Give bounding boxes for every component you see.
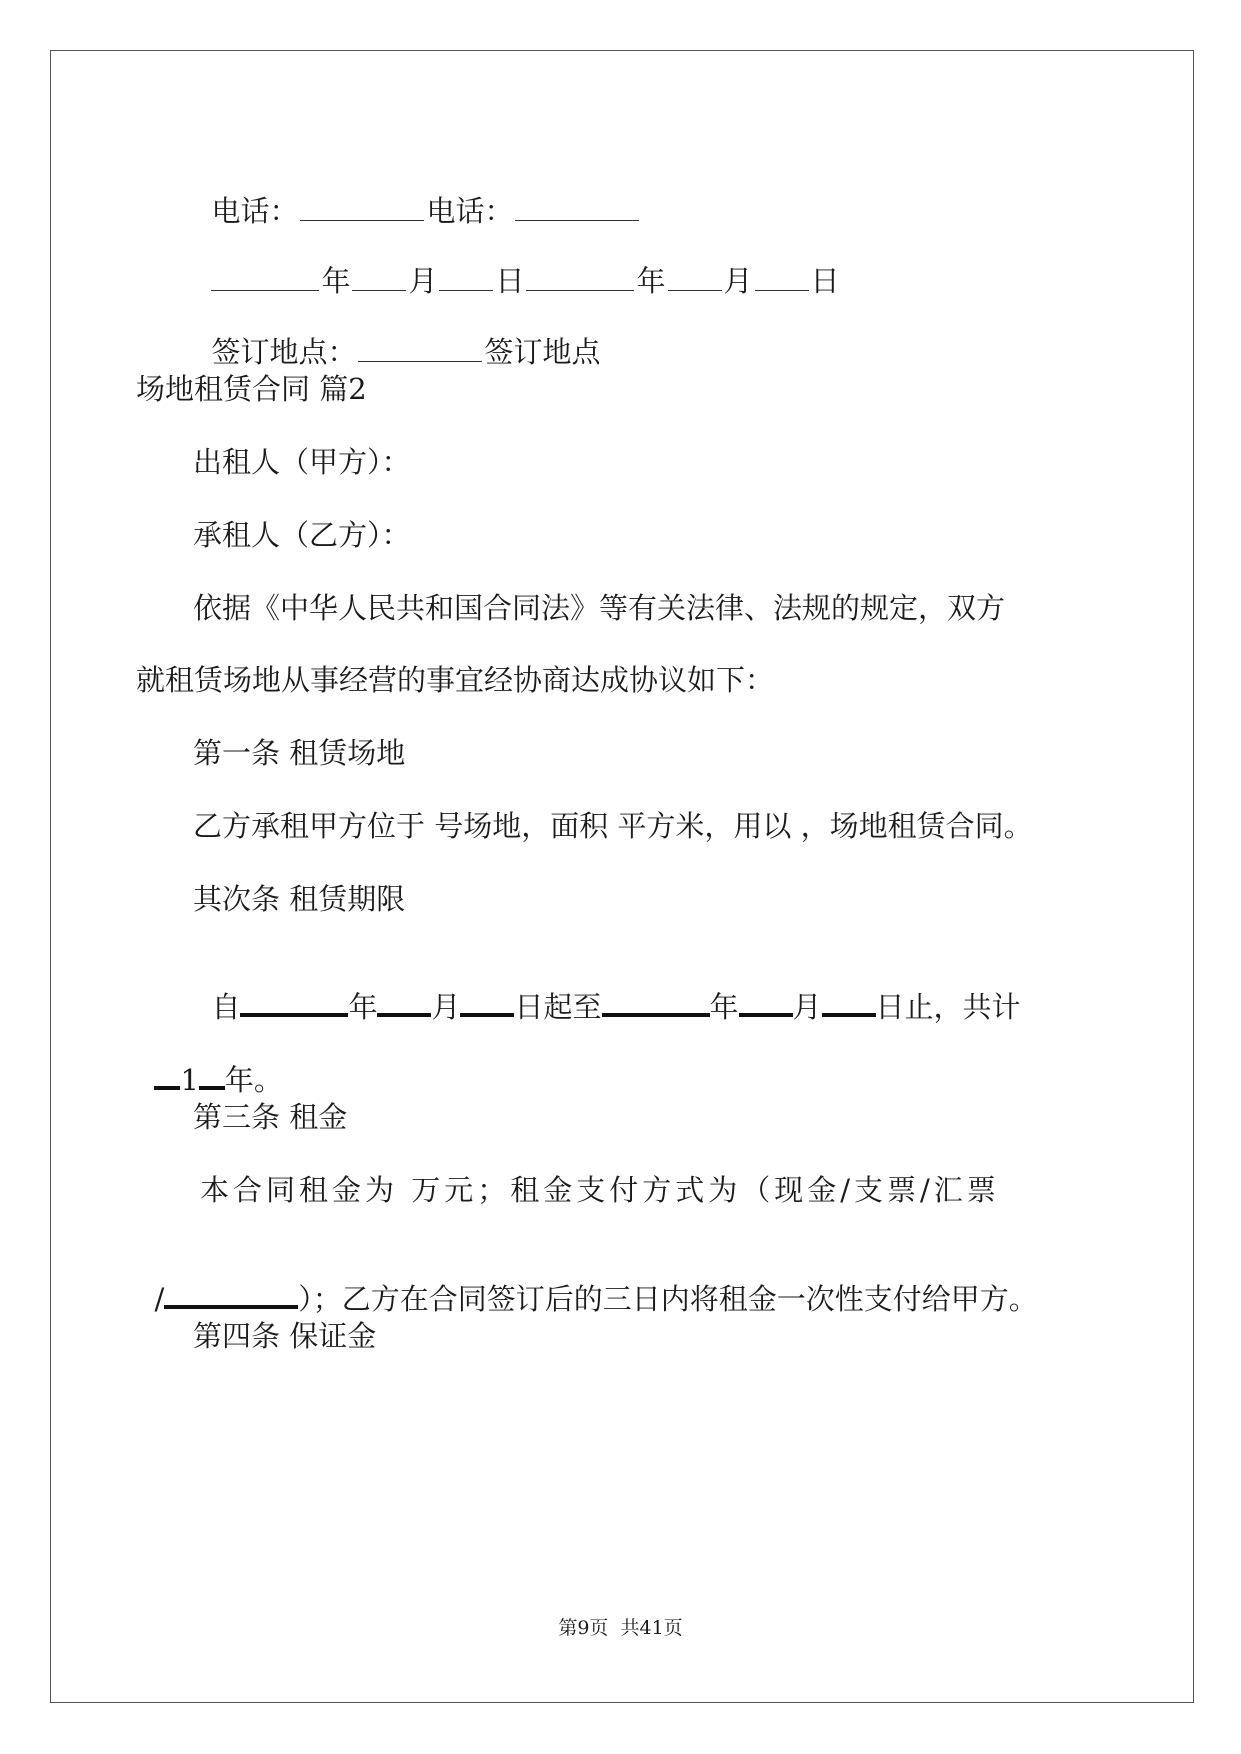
blank bbox=[822, 991, 876, 1017]
term-month: 月 bbox=[431, 990, 461, 1024]
blank bbox=[377, 991, 431, 1017]
basis-paragraph-line-1: 依据《中华人民共和国合同法》等有关法律、法规的规定，双方 bbox=[193, 591, 1006, 625]
rent-payment-text: ）；乙方在合同签订后的三日内将租金一次性支付给甲方。 bbox=[298, 1282, 1038, 1316]
term-line bbox=[193, 953, 1021, 1025]
blank bbox=[352, 266, 406, 291]
term-from: 自 bbox=[211, 990, 241, 1024]
rent-line-1: 本合同租金为 万元；租金支付方式为（现金/支票/汇票 bbox=[200, 1173, 1000, 1207]
article-1-heading: 第一条 租赁场地 bbox=[193, 736, 406, 770]
term-year: 年 bbox=[709, 990, 739, 1024]
article-1-body: 乙方承租甲方位于 号场地，面积 平方米，用以 ，场地租赁合同。 bbox=[193, 809, 1033, 843]
phone-label-a: 电话： bbox=[211, 194, 299, 228]
term-duration-line bbox=[136, 1026, 283, 1098]
blank bbox=[211, 266, 319, 291]
phone-line bbox=[193, 157, 641, 229]
term-month: 月 bbox=[792, 990, 822, 1024]
lessor-line: 出租人（甲方）： bbox=[193, 445, 411, 479]
signing-place-blank bbox=[358, 337, 482, 362]
blank bbox=[199, 1064, 225, 1090]
blank bbox=[154, 1064, 180, 1090]
phone-blank-a bbox=[300, 196, 424, 221]
blank bbox=[526, 266, 634, 291]
month-label: 月 bbox=[408, 264, 438, 298]
rent-line-2 bbox=[136, 1245, 1038, 1317]
blank bbox=[668, 266, 722, 291]
phone-blank-b bbox=[515, 196, 639, 221]
phone-label-b: 电话： bbox=[426, 194, 514, 228]
term-year: 年 bbox=[348, 990, 378, 1024]
year-label: 年 bbox=[321, 264, 351, 298]
term-years-unit: 年。 bbox=[224, 1063, 283, 1097]
day-label: 日 bbox=[495, 264, 525, 298]
section-title: 场地租赁合同 篇2 bbox=[136, 372, 367, 406]
blank bbox=[240, 991, 348, 1017]
blank bbox=[439, 266, 493, 291]
term-day-total: 日止，共计 bbox=[875, 990, 1021, 1024]
blank bbox=[602, 991, 710, 1017]
blank bbox=[739, 991, 793, 1017]
basis-paragraph-line-2: 就租赁场地从事经营的事宜经协商达成协议如下： bbox=[136, 663, 775, 697]
article-4-heading: 第四条 保证金 bbox=[193, 1319, 377, 1353]
signing-place-line bbox=[193, 298, 600, 370]
blank bbox=[460, 991, 514, 1017]
page-footer: 第9页 共41页 bbox=[558, 1617, 683, 1639]
blank bbox=[755, 266, 809, 291]
term-years-value: 1 bbox=[180, 1063, 199, 1097]
signing-place-label-a: 签订地点： bbox=[211, 335, 357, 369]
signing-place-label-b: 签订地点 bbox=[484, 335, 601, 369]
article-2-heading: 其次条 租赁期限 bbox=[193, 882, 406, 916]
article-3-heading: 第三条 租金 bbox=[193, 1100, 348, 1134]
lessee-line: 承租人（乙方）： bbox=[193, 518, 411, 552]
month-label: 月 bbox=[723, 264, 753, 298]
year-label: 年 bbox=[636, 264, 666, 298]
rent-slash: / bbox=[154, 1282, 165, 1316]
date-line bbox=[191, 227, 840, 299]
term-day-to: 日起至 bbox=[514, 990, 602, 1024]
day-label: 日 bbox=[810, 264, 840, 298]
blank bbox=[164, 1283, 298, 1309]
